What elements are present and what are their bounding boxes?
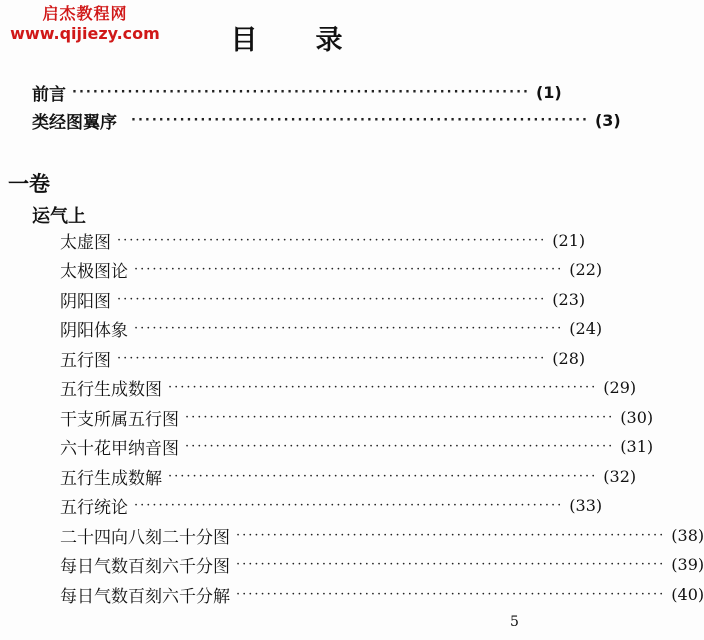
toc-entry — [60, 256, 603, 284]
toc-entry-page: (31) — [620, 437, 654, 456]
toc-entry-page: (22) — [569, 260, 603, 279]
leader-dots: ······································································ — [236, 527, 666, 543]
toc-entry-page: (23) — [552, 289, 586, 309]
leader-dots: ······································································ — [185, 439, 615, 454]
toc-entry-label: 每日气数百刻六千分图 — [60, 557, 230, 577]
toc-entry — [60, 344, 586, 372]
toc-entry-label: 干支所属五行图 — [60, 409, 179, 430]
toc-entry — [60, 403, 654, 431]
toc-entry — [60, 285, 586, 313]
leader-dots: ······································································ — [117, 291, 547, 307]
toc-entry-label: 太虚图 — [60, 232, 111, 253]
leader-dots: ······································································ — [134, 262, 564, 277]
toc-entry-label: 阴阳体象 — [60, 321, 128, 341]
toc-entry-page: (21) — [552, 230, 586, 250]
toc-entry — [60, 521, 704, 549]
toc-entry-page: (29) — [603, 378, 637, 397]
volume-heading: 一卷 — [8, 172, 50, 196]
leader-dots: ······································································ — [117, 232, 547, 248]
leader-dots: ······································································ — [168, 380, 598, 395]
toc-entry-label: 类经图翼序 — [32, 112, 117, 133]
toc-entry-page: (1) — [535, 82, 562, 102]
toc-entry-label: 五行统论 — [60, 498, 128, 518]
toc-entry-page: (40) — [671, 584, 704, 604]
toc-entry-page: (39) — [671, 555, 704, 574]
toc-entry-page: (32) — [603, 466, 637, 486]
toc-entry-label: 五行生成数图 — [60, 380, 162, 400]
toc-entry-page: (38) — [671, 525, 704, 545]
page-number: 5 — [510, 614, 519, 630]
leader-dots: ······································································ — [236, 557, 666, 572]
leader-dots: ······································································ — [236, 586, 666, 602]
toc-entry-label: 五行图 — [60, 350, 111, 371]
watermark-name: 启杰教程网 — [42, 4, 128, 23]
toc-entry — [60, 462, 637, 490]
leader-dots: ······································································ — [134, 321, 564, 336]
toc-entry — [32, 106, 621, 134]
toc-entry-label: 阴阳图 — [60, 291, 111, 312]
leader-dots: ·································································· — [131, 112, 589, 128]
watermark-url: www.qijiezy.com — [10, 24, 160, 43]
toc-entry — [60, 492, 603, 520]
toc-entry — [60, 315, 603, 343]
leader-dots: ······································································ — [117, 350, 547, 366]
page-title: 目录 — [230, 25, 401, 56]
toc-entry-page: (30) — [620, 407, 654, 427]
leader-dots: ······································································ — [134, 498, 564, 513]
toc-entry-page: (24) — [569, 319, 603, 338]
toc-entry — [60, 226, 586, 254]
toc-entry-label: 六十花甲纳音图 — [60, 439, 179, 459]
toc-entry-page: (33) — [569, 496, 603, 515]
toc-entry — [60, 433, 654, 461]
leader-dots: ······································································ — [168, 468, 598, 484]
section-heading: 运气上 — [32, 206, 86, 227]
toc-entry — [60, 551, 704, 579]
toc-entry — [32, 78, 562, 106]
leader-dots: ·································································· — [72, 84, 530, 100]
toc-entry-page: (28) — [552, 348, 586, 368]
toc-entry-label: 五行生成数解 — [60, 468, 162, 489]
toc-entry — [60, 580, 704, 608]
leader-dots: ······································································ — [185, 409, 615, 425]
toc-entry-label: 前言 — [32, 84, 66, 105]
toc-entry-label: 太极图论 — [60, 262, 128, 282]
toc-entry-label: 二十四向八刻二十分图 — [60, 527, 230, 548]
toc-entry — [60, 374, 637, 402]
toc-entry-page: (3) — [594, 110, 621, 130]
toc-entry-label: 每日气数百刻六千分解 — [60, 586, 230, 607]
